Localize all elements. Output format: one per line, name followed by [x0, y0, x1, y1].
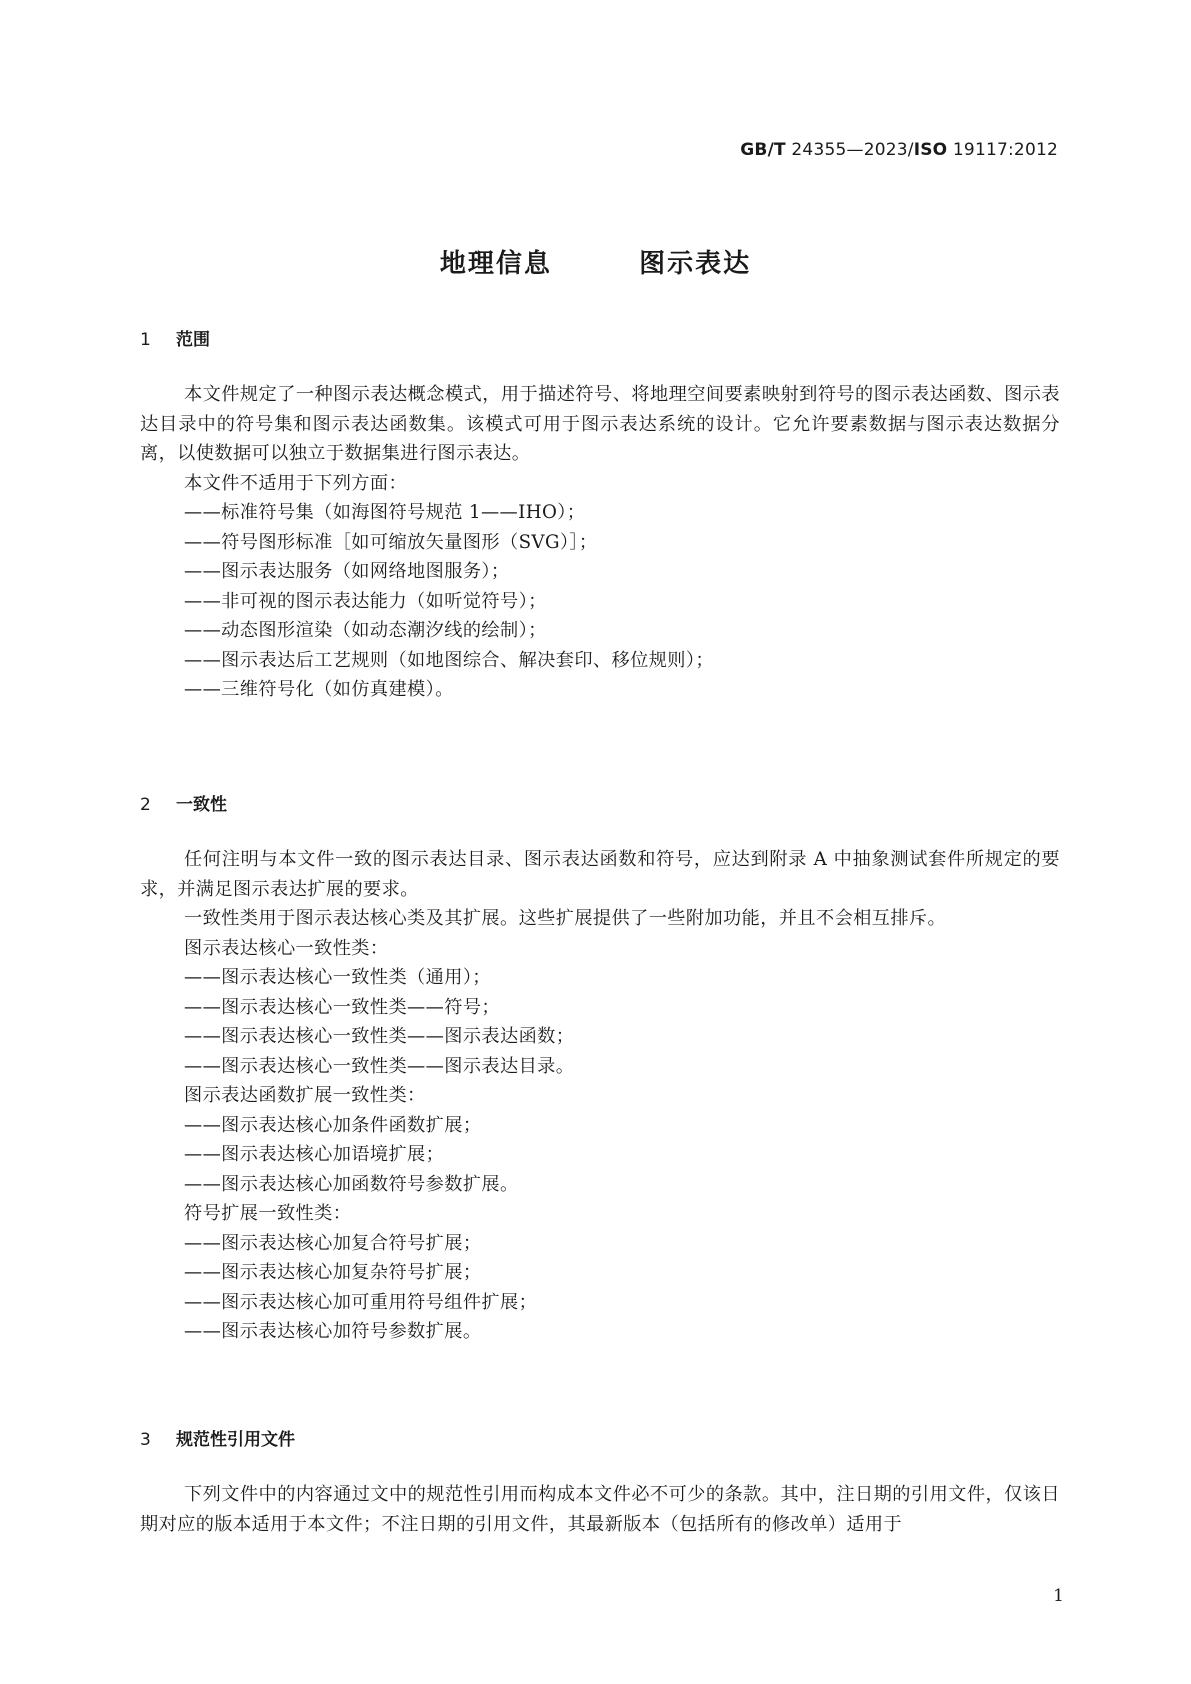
list-item: ——符号图形标准［如可缩放矢量图形（SVG）］； [184, 531, 598, 553]
list-item: ——图示表达核心加函数符号参数扩展。 [184, 1173, 519, 1195]
list-item: ——标准符号集（如海图符号规范 1——IHO）； [184, 502, 586, 523]
section-title: 一致性 [176, 795, 227, 815]
list-item: ——图示表达服务（如网络地图服务）； [184, 561, 510, 582]
section-2-body [140, 845, 1060, 1347]
standard-code-gbt: GB/T [740, 140, 786, 160]
document-title: 地理信息 图示表达 [439, 249, 752, 279]
section-title: 范围 [176, 330, 210, 350]
section-1-heading [140, 325, 210, 350]
list-item: ——图示表达核心一致性类——符号； [184, 996, 500, 1018]
body-line: 图示表达函数扩展一致性类： [184, 1085, 426, 1106]
list-item: ——图示表达核心加语境扩展； [184, 1144, 445, 1165]
paragraph: 下列文件中的内容通过文中的规范性引用而构成本文件必不可少的条款。其中，注日期的引用文件，仅该日期对应的版本适用于本文件；不注日期的引用文件，其最新版本（包括所有的修改单）适用于 [140, 1484, 1060, 1535]
list-item: ——图示表达核心加复杂符号扩展； [184, 1262, 482, 1283]
standard-code-iso-number: 19117:2012 [947, 140, 1058, 160]
list-item: ——图示表达核心加可重用符号组件扩展； [184, 1291, 538, 1313]
list-item: ——动态图形渲染（如动态潮汐线的绘制）； [184, 620, 547, 641]
paragraph: 任何注明与本文件一致的图示表达目录、图示表达函数和符号，应达到附录 A 中抽象测试套件所规定的要求，并满足图示表达扩展的要求。 [140, 849, 1060, 900]
page-number: 1 [1053, 1586, 1064, 1606]
list-item: ——图示表达核心加符号参数扩展。 [184, 1321, 482, 1342]
list-item: ——图示表达核心一致性类——图示表达目录。 [184, 1055, 575, 1077]
standard-code-number: 24355—2023/ [785, 140, 914, 160]
body-line: 本文件不适用于下列方面： [184, 472, 408, 494]
list-item: ——图示表达核心一致性类（通用）； [184, 967, 491, 988]
section-title: 规范性引用文件 [176, 1430, 295, 1450]
list-item: ——图示表达核心加复合符号扩展； [184, 1232, 482, 1254]
list-item: ——图示表达核心加条件函数扩展； [184, 1114, 482, 1136]
section-number: 2 [140, 795, 151, 815]
section-number: 1 [140, 330, 151, 350]
section-number: 3 [140, 1430, 151, 1450]
body-line: 符号扩展一致性类： [184, 1203, 352, 1224]
list-item: ——非可视的图示表达能力（如听觉符号）； [184, 590, 547, 612]
body-line: 一致性类用于图示表达核心类及其扩展。这些扩展提供了一些附加功能，并且不会相互排斥。 [184, 908, 947, 929]
section-3-body [140, 1480, 1060, 1539]
section-3-heading [140, 1425, 295, 1450]
list-item: ——三维符号化（如仿真建模）。 [184, 679, 454, 700]
standard-code [740, 140, 1058, 160]
standard-code-iso: ISO [913, 140, 948, 160]
section-1-body [140, 380, 1060, 705]
section-2-heading [140, 790, 227, 815]
paragraph: 本文件规定了一种图示表达概念模式，用于描述符号、将地理空间要素映射到符号的图示表达函数、图示表达目录中的符号集和图示表达函数集。该模式可用于图示表达系统的设计。它允许要素数据与图示表达数据分离，以使数据可以独立于数据集进行图示表达。 [140, 384, 1060, 464]
list-item: ——图示表达后工艺规则（如地图综合、解决套印、移位规则）； [184, 649, 714, 671]
list-item: ——图示表达核心一致性类——图示表达函数； [184, 1026, 575, 1047]
body-line: 图示表达核心一致性类： [184, 937, 389, 959]
